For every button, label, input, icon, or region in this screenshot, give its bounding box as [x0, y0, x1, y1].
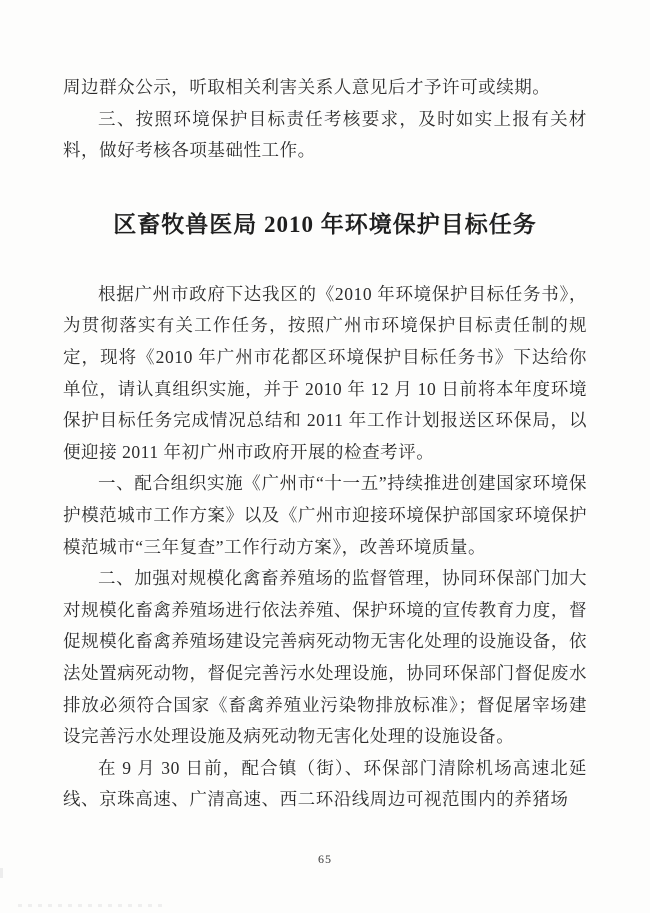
paragraph-intro: 根据广州市政府下达我区的《2010 年环境保护目标任务书》，为贯彻落实有关工作任务，按照广州市环境保护目标责任制的规定，现将《2010 年广州市花都区环境保护目标任务书》下达给你单位，请认真组织实施，并于 2010 年 12 月 10 日前将本年度环境保护目标任务完成情况总结和 2011 年工作计划报送区环保局，以便迎接 2011 年初广州市政府开展的检查考评。: [63, 283, 587, 462]
scan-artifact: [0, 868, 3, 878]
paragraph-task-two: 二、加强对规模化禽畜养殖场的监督管理，协同环保部门加大对规模化畜禽养殖场进行依法养殖、保护环境的宣传教育力度，督促规模化畜禽养殖场建设完善病死动物无害化处理的设施设备，依法处置病死动物，督促完善污水处理设施，协同环保部门督促废水排放必须符合国家《畜禽养殖业污染物排放标准》；督促屠宰场建设完善污水处理设施及病死动物无害化处理的设施设备。: [63, 568, 587, 747]
paragraph-item-three: 三、按照环境保护目标责任考核要求，及时如实上报有关材料，做好考核各项基础性工作。: [63, 108, 587, 161]
paragraph-deadline: 在 9 月 30 日前，配合镇（街）、环保部门清除机场高速北延线、京珠高速、广清高速、西二环沿线周边可视范围内的养猪场: [63, 757, 587, 810]
document-body: [63, 72, 587, 816]
scan-artifact: [18, 904, 168, 907]
page-number: 65: [318, 852, 332, 866]
paragraph-continuation: 周边群众公示，听取相关利害关系人意见后才予许可或续期。: [63, 77, 551, 97]
document-title: 区畜牧兽医局 2010 年环境保护目标任务: [113, 211, 537, 237]
paragraph-task-one: 一、配合组织实施《广州市“十一五”持续推进创建国家环境保护模范城市工作方案》以及《广州市迎接环境保护部国家环境保护模范城市“三年复查”工作行动方案》，改善环境质量。: [63, 473, 587, 557]
